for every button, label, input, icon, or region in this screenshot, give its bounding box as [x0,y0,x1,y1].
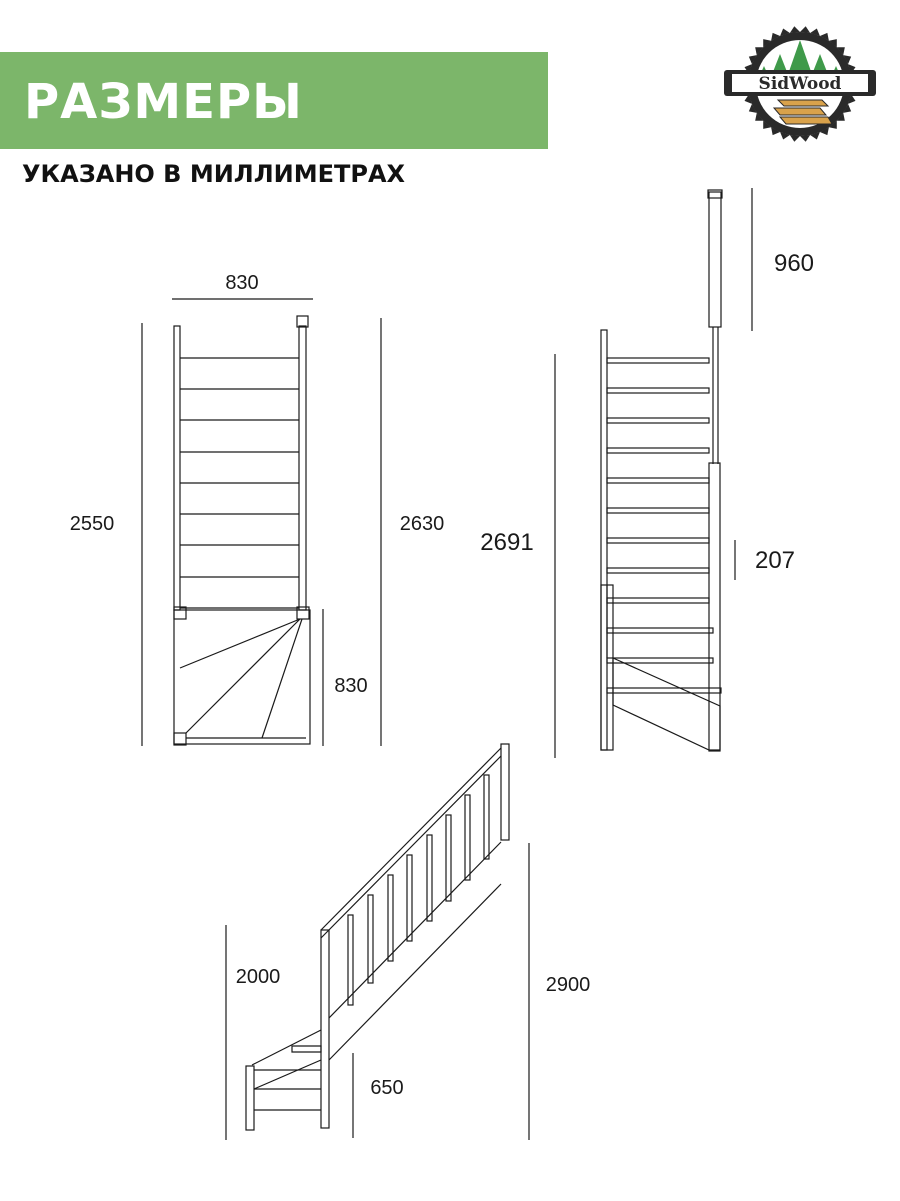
persp-total-height-label: 2900 [545,974,591,996]
persp-upper-height-label: 2000 [235,966,281,988]
page-subtitle: УКАЗАНО В МИЛЛИМЕТРАХ [22,160,406,188]
side-view-elevation [555,188,752,758]
page-title: РАЗМЕРЫ [24,74,303,130]
side-railing-height-label: 960 [773,250,815,277]
side-total-height-label: 2691 [480,529,534,556]
persp-landing-height-label: 650 [370,1077,404,1099]
top-length-right-label: 2630 [399,513,445,535]
side-step-rise-label: 207 [754,547,796,574]
top-length-left-label: 2550 [69,513,115,535]
top-winder-label: 830 [334,675,368,697]
logo-text: SidWood [758,74,842,94]
top-width-label: 830 [225,272,259,294]
